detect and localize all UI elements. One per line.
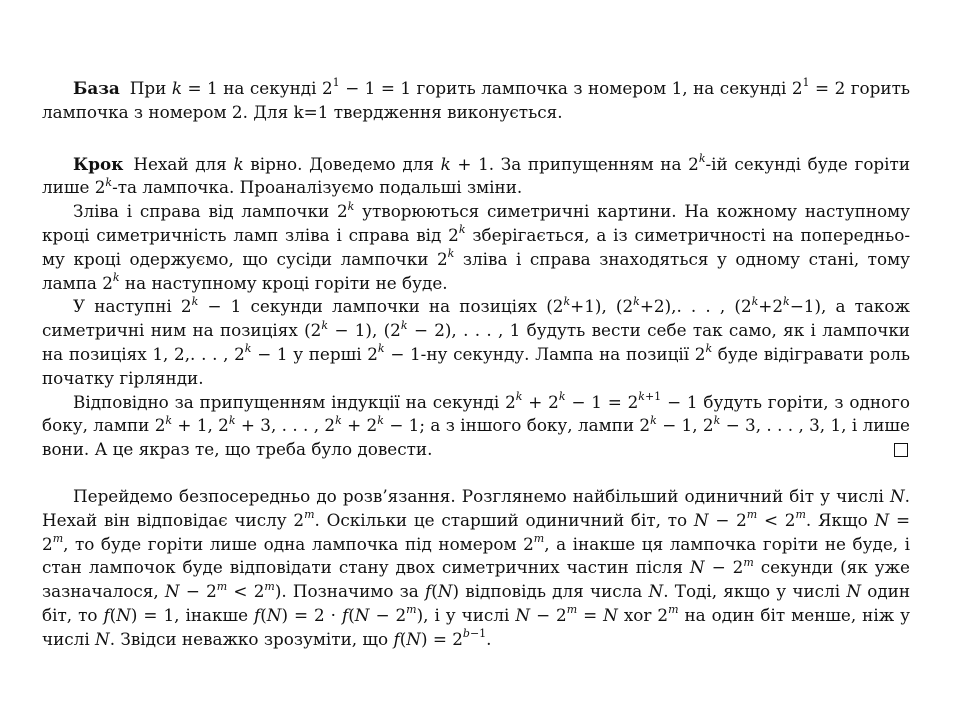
heading-base: База: [73, 78, 120, 98]
text-base: При k = 1 на секунді $2^1 - 1 = 1$ горить лампочка з номером 1, на секунді $2^1 = 2$ горить лампочка з номером 2. Для k=1 твердження виконується.: [42, 76, 910, 122]
text-step: Нехай для k вірно. Доведемо для k + 1. За припущенням на 2$^k$-ій секунді буде горіти лише 2$^k$-та лампочка. Проаналізуємо подальші зміни.: [42, 152, 910, 198]
qed-square-icon: [894, 443, 908, 457]
document-page: [42, 77, 910, 652]
text-induction: Відповідно за припущенням індукції на секунді $2^k + 2^k - 1 = 2^{k+1} - 1$ будуть горіти, з одного боку, лампи $2^k + 1$, $2^k + 3$, . . . , $2^k + 2^k - 1$; а з іншого боку, лампи $2^k - 1$, $2^k - 3$, . . . , 3, 1, і лише вони. А це якраз те, що треба було довести.: [42, 389, 910, 460]
paragraph-solution: Перейдемо безпосередньо до розв’язання. Розглянемо найбільший одиничний біт у числі N. Нехай він відповідає числу 2$^m$. Оскільки це старший одиничний біт, то $N - 2^m < 2^m$. Якщо $N = 2^m$, то буде горіти лише одна лампочка під номером 2$^m$, а інакше ця лампочка горіти не буде, і стан лампочок буде відповідати стану двох симетричних частин після $N - 2^m$ секунди (як уже зазначалося, $N - 2^m < 2^m$). Позначимо за f(N) відповідь для числа N. Тоді, якщо у числі N один біт, то f(N) = 1, інакше $f(N) = 2 \cdot f(N - 2^m)$, і у числі $N - 2^m = N$ xor 2$^m$ на один біт менше, ніж у числі N. Звідси неважко зрозуміти, що $f(N) = 2^{b-1}$.: [42, 485, 911, 649]
paragraph-base: [42, 77, 910, 125]
paragraph-symmetry: Зліва і справа від лампочки 2$^k$ утворюються симетричні картини. На кожному наступному кроці симетричність ламп зліва і справа від 2$^k$ зберігається, а із симетричності на попередньо-му кроці одержуємо, що сусіди лампочки 2$^k$ зліва і справа знаходяться у одному стані, тому лампа 2$^k$ на наступному кроці горіти не буде.: [42, 199, 910, 293]
paragraph-step: [42, 153, 910, 201]
heading-step: Крок: [73, 153, 124, 174]
paragraph-induction: [42, 391, 910, 462]
paragraph-next-seconds: У наступні $2^k - 1$ секунди лампочки на позиціях $(2^k+1)$, $(2^k+2)$,. . . , $(2^k+2^k-1)$, а також симетричні ним на позиціях $(2^k - 1)$, $(2^k - 2)$, . . . , 1 будуть вести себе так само, як і лампочки на позиціях 1, 2,. . . , $2^k - 1$ у перші $2^k - 1-ну$ секунду. Лампа на позиції 2$^k$ буде відігравати роль початку гірлянди.: [42, 294, 910, 388]
